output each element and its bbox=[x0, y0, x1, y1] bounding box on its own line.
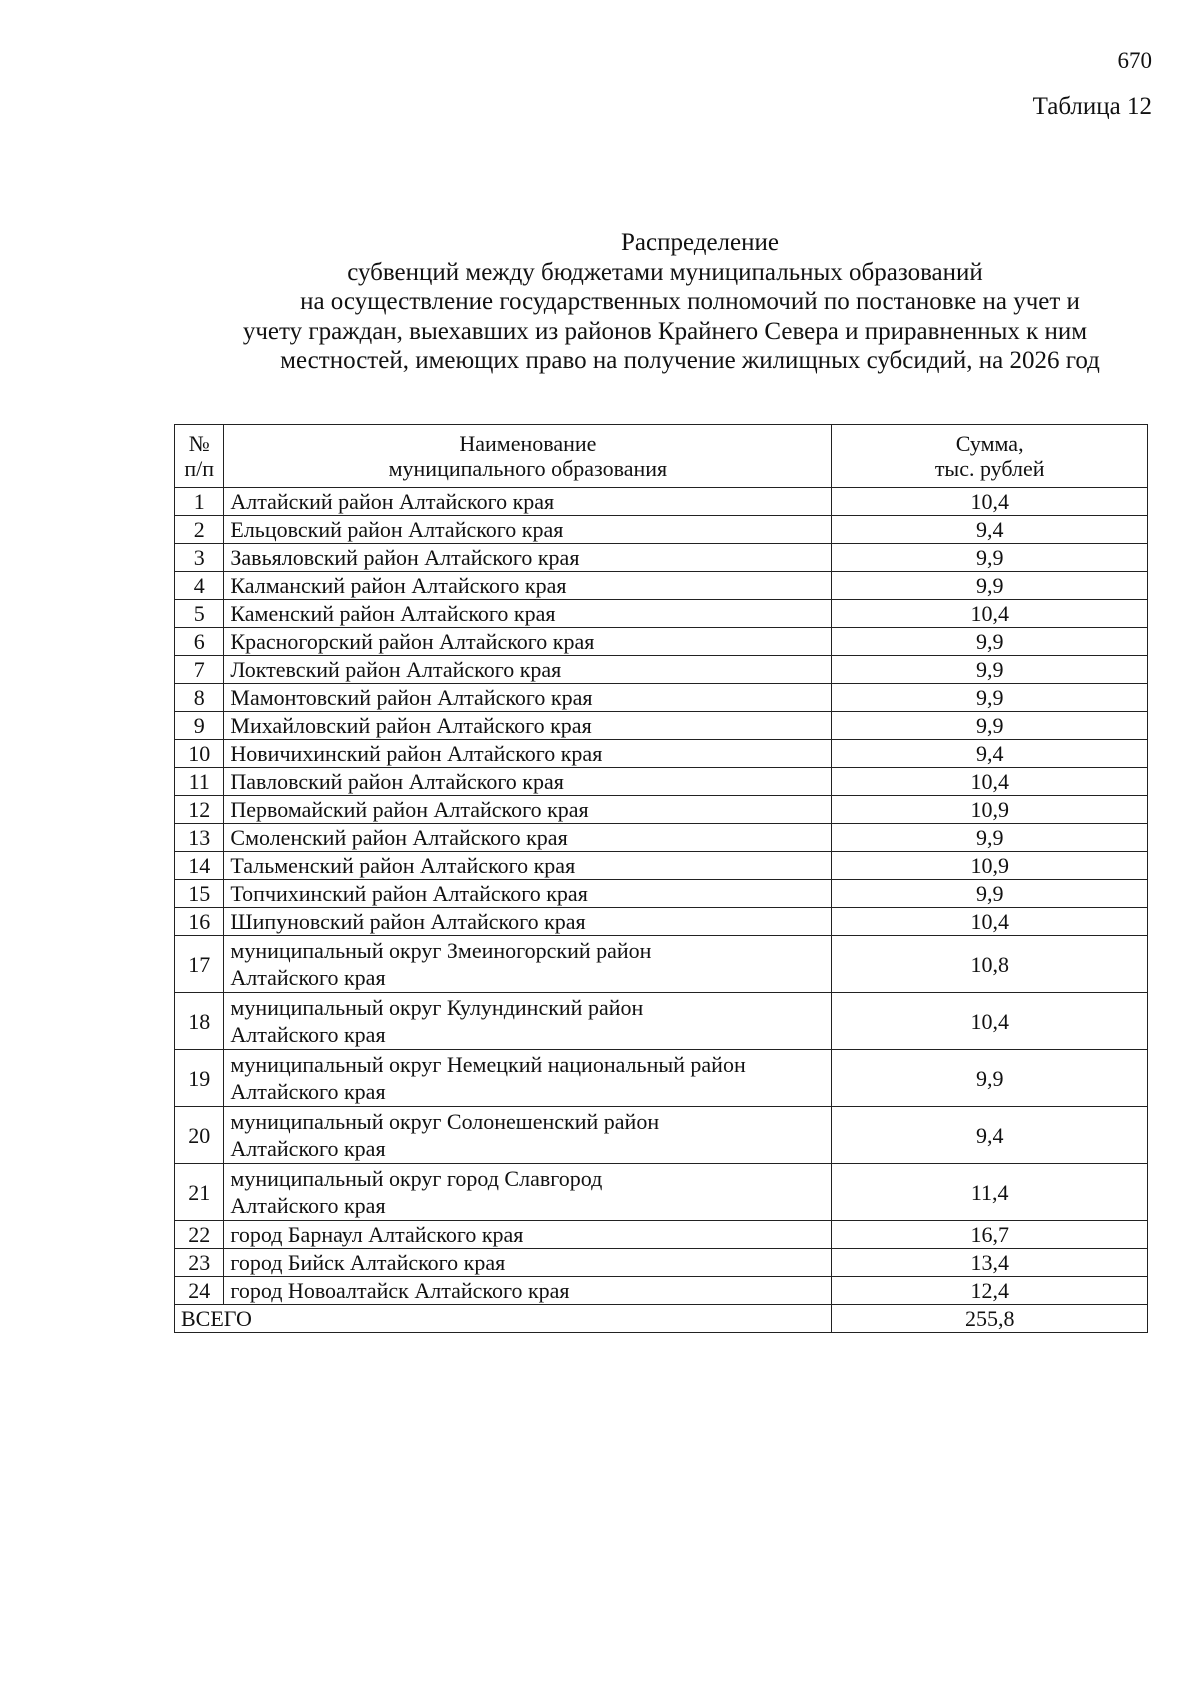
row-name: Смоленский район Алтайского края bbox=[224, 824, 832, 852]
table-row bbox=[175, 1164, 1148, 1221]
row-name: Первомайский район Алтайского края bbox=[224, 796, 832, 824]
row-number: 9 bbox=[175, 712, 224, 740]
distribution-table bbox=[174, 424, 1148, 1333]
row-number: 12 bbox=[175, 796, 224, 824]
row-name bbox=[224, 1107, 832, 1164]
total-row bbox=[175, 1305, 1148, 1333]
row-name: Новичихинский район Алтайского края bbox=[224, 740, 832, 768]
table-row bbox=[175, 1277, 1148, 1305]
title-line: на осуществление государственных полномочий по постановке на учет и bbox=[300, 288, 1080, 315]
row-number: 5 bbox=[175, 600, 224, 628]
row-name bbox=[224, 1050, 832, 1107]
row-sum: 11,4 bbox=[832, 1164, 1148, 1221]
table-row bbox=[175, 1050, 1148, 1107]
row-number: 21 bbox=[175, 1164, 224, 1221]
row-name-line1: муниципальный округ Немецкий национальный район bbox=[230, 1052, 746, 1077]
table-row bbox=[175, 1107, 1148, 1164]
title-line: субвенций между бюджетами муниципальных образований bbox=[347, 258, 983, 286]
table-row bbox=[175, 936, 1148, 993]
row-sum: 13,4 bbox=[832, 1249, 1148, 1277]
row-sum: 10,4 bbox=[832, 908, 1148, 936]
title-line: Распределение bbox=[621, 229, 779, 256]
row-sum: 9,9 bbox=[832, 656, 1148, 684]
header-sum bbox=[832, 425, 1148, 488]
row-number: 22 bbox=[175, 1221, 224, 1249]
row-name bbox=[224, 1164, 832, 1221]
row-name-line2: Алтайского края bbox=[230, 1022, 386, 1047]
row-name-line1: муниципальный округ Кулундинский район bbox=[230, 995, 644, 1020]
row-number: 18 bbox=[175, 993, 224, 1050]
row-name-line2: Алтайского края bbox=[230, 1079, 386, 1104]
row-name bbox=[224, 993, 832, 1050]
table-row bbox=[175, 656, 1148, 684]
row-name: Михайловский район Алтайского края bbox=[224, 712, 832, 740]
table-row bbox=[175, 628, 1148, 656]
table-row bbox=[175, 488, 1148, 516]
total-sum: 255,8 bbox=[832, 1305, 1148, 1333]
table-row bbox=[175, 1221, 1148, 1249]
row-number: 10 bbox=[175, 740, 224, 768]
table-row bbox=[175, 516, 1148, 544]
row-number: 11 bbox=[175, 768, 224, 796]
row-name: город Барнаул Алтайского края bbox=[224, 1221, 832, 1249]
row-sum: 10,4 bbox=[832, 600, 1148, 628]
table-row bbox=[175, 544, 1148, 572]
row-number: 24 bbox=[175, 1277, 224, 1305]
row-number: 3 bbox=[175, 544, 224, 572]
table-row bbox=[175, 572, 1148, 600]
table-row bbox=[175, 796, 1148, 824]
row-sum: 10,4 bbox=[832, 488, 1148, 516]
row-number: 13 bbox=[175, 824, 224, 852]
row-sum: 9,4 bbox=[832, 740, 1148, 768]
row-sum: 9,9 bbox=[832, 684, 1148, 712]
row-name: Локтевский район Алтайского края bbox=[224, 656, 832, 684]
table-row bbox=[175, 1249, 1148, 1277]
total-label: ВСЕГО bbox=[175, 1305, 832, 1333]
row-name: Мамонтовский район Алтайского края bbox=[224, 684, 832, 712]
row-number: 19 bbox=[175, 1050, 224, 1107]
document-title bbox=[170, 228, 1160, 376]
row-sum: 9,9 bbox=[832, 712, 1148, 740]
row-sum: 16,7 bbox=[832, 1221, 1148, 1249]
row-number: 16 bbox=[175, 908, 224, 936]
row-number: 23 bbox=[175, 1249, 224, 1277]
row-name: Алтайский район Алтайского края bbox=[224, 488, 832, 516]
row-name: Ельцовский район Алтайского края bbox=[224, 516, 832, 544]
row-name-line1: муниципальный округ Солонешенский район bbox=[230, 1109, 660, 1134]
header-sum-line1: Сумма, bbox=[955, 431, 1024, 456]
row-sum: 10,4 bbox=[832, 993, 1148, 1050]
row-number: 4 bbox=[175, 572, 224, 600]
title-line: местностей, имеющих право на получение жилищных субсидий, на 2026 год bbox=[280, 347, 1100, 374]
row-name-line2: Алтайского края bbox=[230, 1136, 386, 1161]
header-name-line1: Наименование bbox=[459, 431, 597, 456]
row-sum: 10,9 bbox=[832, 852, 1148, 880]
header-sum-line2: тыс. рублей bbox=[934, 456, 1045, 481]
row-number: 14 bbox=[175, 852, 224, 880]
row-sum: 12,4 bbox=[832, 1277, 1148, 1305]
table-row bbox=[175, 740, 1148, 768]
table-row bbox=[175, 993, 1148, 1050]
row-name: Каменский район Алтайского края bbox=[224, 600, 832, 628]
table-row bbox=[175, 768, 1148, 796]
row-sum: 9,4 bbox=[832, 1107, 1148, 1164]
row-sum: 9,4 bbox=[832, 516, 1148, 544]
row-name-line1: муниципальный округ город Славгород bbox=[230, 1166, 603, 1191]
row-name bbox=[224, 936, 832, 993]
row-sum: 9,9 bbox=[832, 572, 1148, 600]
row-name: Шипуновский район Алтайского края bbox=[224, 908, 832, 936]
title-line: учету граждан, выехавших из районов Крайнего Севера и приравненных к ним bbox=[242, 317, 1088, 345]
row-number: 17 bbox=[175, 936, 224, 993]
page-number: 670 bbox=[1117, 48, 1152, 73]
table-label: Таблица 12 bbox=[1032, 93, 1152, 120]
row-sum: 9,9 bbox=[832, 544, 1148, 572]
row-name: Тальменский район Алтайского края bbox=[224, 852, 832, 880]
row-sum: 9,9 bbox=[832, 824, 1148, 852]
row-sum: 10,8 bbox=[832, 936, 1148, 993]
table-row bbox=[175, 852, 1148, 880]
row-name: город Бийск Алтайского края bbox=[224, 1249, 832, 1277]
row-number: 2 bbox=[175, 516, 224, 544]
row-name-line2: Алтайского края bbox=[230, 1193, 386, 1218]
table-row bbox=[175, 684, 1148, 712]
table-row bbox=[175, 880, 1148, 908]
row-name-line2: Алтайского края bbox=[230, 965, 386, 990]
header-number-line2: п/п bbox=[184, 456, 215, 481]
row-number: 6 bbox=[175, 628, 224, 656]
row-sum: 10,4 bbox=[832, 768, 1148, 796]
table-row bbox=[175, 600, 1148, 628]
table-header-row bbox=[175, 425, 1148, 488]
table-row bbox=[175, 908, 1148, 936]
header-name bbox=[224, 425, 832, 488]
row-number: 7 bbox=[175, 656, 224, 684]
row-name: город Новоалтайск Алтайского края bbox=[224, 1277, 832, 1305]
header-number bbox=[175, 425, 224, 488]
table-row bbox=[175, 712, 1148, 740]
row-sum: 9,9 bbox=[832, 880, 1148, 908]
row-number: 20 bbox=[175, 1107, 224, 1164]
row-sum: 9,9 bbox=[832, 628, 1148, 656]
row-name-line1: муниципальный округ Змеиногорский район bbox=[230, 938, 652, 963]
row-name: Красногорский район Алтайского края bbox=[224, 628, 832, 656]
row-name: Калманский район Алтайского края bbox=[224, 572, 832, 600]
row-sum: 9,9 bbox=[832, 1050, 1148, 1107]
header-name-line2: муниципального образования bbox=[388, 456, 668, 481]
table-row bbox=[175, 824, 1148, 852]
header-number-line1: № bbox=[188, 431, 210, 456]
row-name: Завьяловский район Алтайского края bbox=[224, 544, 832, 572]
row-name: Павловский район Алтайского края bbox=[224, 768, 832, 796]
row-name: Топчихинский район Алтайского края bbox=[224, 880, 832, 908]
row-number: 1 bbox=[175, 488, 224, 516]
row-sum: 10,9 bbox=[832, 796, 1148, 824]
row-number: 15 bbox=[175, 880, 224, 908]
row-number: 8 bbox=[175, 684, 224, 712]
